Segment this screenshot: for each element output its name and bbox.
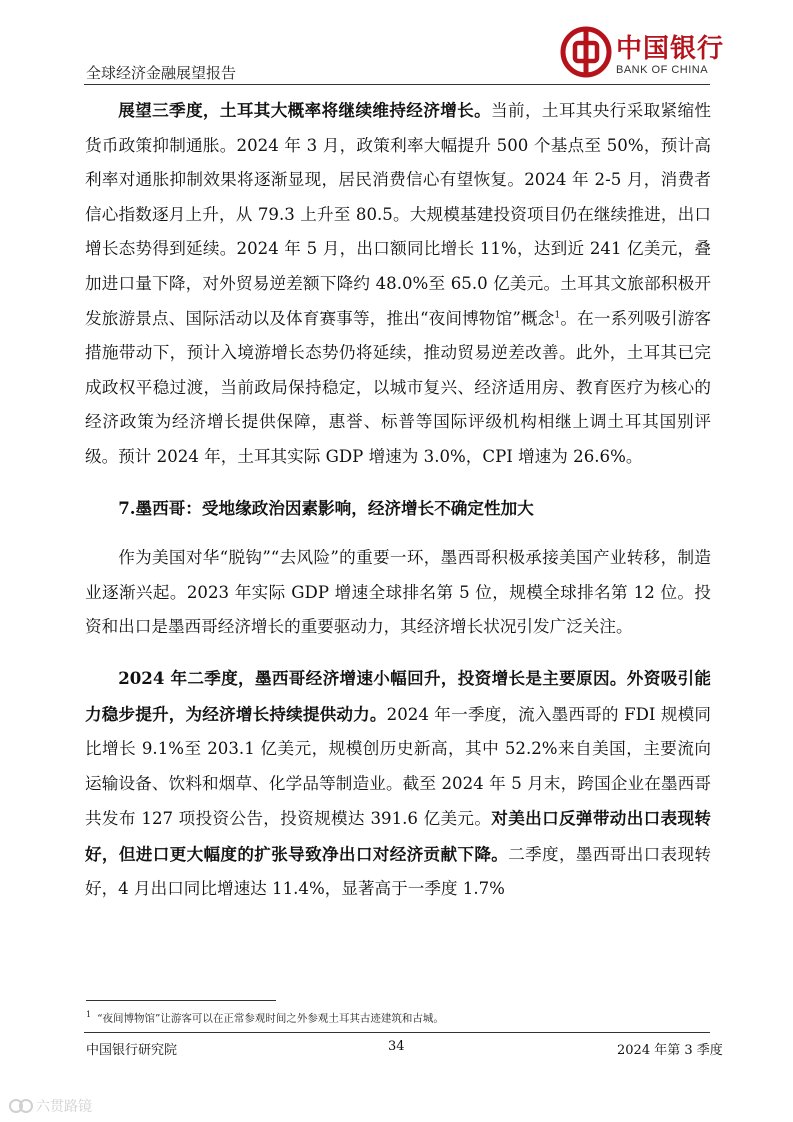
footer-institute: 中国银行研究院	[86, 1043, 178, 1058]
paragraph-text: 当前，土耳其央行采取紧缩性货币政策抑制通胀。2024 年 3 月，政策利率大幅提升 500 个基点至 50%，预计高利率对通胀抑制效果将逐渐显现，居民消费信心有望恢复。2024 年 2-5 月，消费者信心指数逐月上升，从 79.3 上升至 80.5。大规模基建投资项目仍在继续推进，出口增长态势得到延续。2024 年 5 月，出口额同比增长 11%，达到近 241 亿美元，叠加进口量下降，对外贸易逆差额下降约 48.0%至 65.0 亿美元。土耳其文旅部积极开发旅游景点、国际活动以及体育赛事等，推出“夜间博物馆”概念	[85, 101, 712, 328]
footnote-marker: 1	[554, 310, 561, 321]
page-number: 34	[388, 1039, 405, 1054]
body-text	[85, 93, 711, 923]
section-heading-mexico: 7.墨西哥：受地缘政治因素影响，经济增长不确定性加大	[118, 497, 534, 518]
watermark-logo-icon	[8, 1096, 34, 1116]
watermark	[6, 1094, 126, 1118]
logo-english-text: BANK OF CHINA	[616, 64, 709, 76]
report-title: 全球经济金融展望报告	[86, 64, 237, 82]
footer-quarter: 2024 年第 3 季度	[617, 1043, 723, 1058]
header-divider	[84, 84, 710, 85]
footnote-text: “夜间博物馆”让游客可以在正常参观时间之外参观土耳其古迹建筑和古城。	[97, 1012, 444, 1025]
footnote	[86, 1010, 712, 1026]
paragraph-turkey-outlook	[85, 93, 711, 475]
bank-logo	[560, 24, 725, 84]
footnote-divider	[86, 1000, 276, 1001]
footer-divider	[84, 1032, 710, 1033]
bank-of-china-emblem-icon	[560, 26, 612, 78]
paragraph-bold-sentence: 对美出口反弹带动出口表现转好，但进口更大幅度的扩张导致净出口对经济贡献下降。	[85, 808, 712, 864]
paragraph-text: 2024 年一季度，流入墨西哥的 FDI 规模同比增长 9.1%至 203.1 亿美元，规模创历史新高，其中 52.2%来自美国，主要流向运输设备、饮料和烟草、化学品等制造业。截至 2024 年 5 月末，跨国企业在墨西哥共发布 127 项投资公告，投资规模达 391.6 亿美元。	[85, 704, 711, 829]
paragraph-lead: 展望三季度，土耳其大概率将继续维持经济增长。	[118, 100, 492, 120]
paragraph-text: 二季度，墨西哥出口表现转好，4 月出口同比增速达 11.4%，显著高于一季度 1.7%	[85, 844, 712, 899]
paragraph-lead: 2024 年二季度，墨西哥经济增速小幅回升，投资增长是主要原因。外资吸引能力稳步提升，为经济增长持续提供动力。	[85, 667, 711, 724]
footnote-number: 1	[86, 1010, 92, 1019]
paragraph-text: 。在一系列吸引游客措施带动下，预计入境游增长态势仍将延续，推动贸易逆差改善。此外，土耳其已完成政权平稳过渡，当前政局保持稳定，以城市复兴、经济适用房、教育医疗为核心的经济政策为经济增长提供保障，惠誉、标普等国际评级机构相继上调土耳其国别评级。预计 2024 年，土耳其实际 GDP 增速为 3.0%，CPI 增速为 26.6%。	[85, 308, 711, 466]
logo-chinese-text: 中国银行	[616, 34, 725, 64]
watermark-text: 六贯路镜	[36, 1098, 92, 1114]
paragraph-mexico-q2	[85, 661, 711, 907]
paragraph-mexico-intro: 作为美国对华“脱钩”“去风险”的重要一环，墨西哥积极承接美国产业转移，制造业逐渐兴起。2023 年实际 GDP 增速全球排名第 5 位，规模全球排名第 12 位。投资和出口是墨西哥经济增长的重要驱动力，其经济增长状况引发广泛关注。	[85, 548, 711, 637]
